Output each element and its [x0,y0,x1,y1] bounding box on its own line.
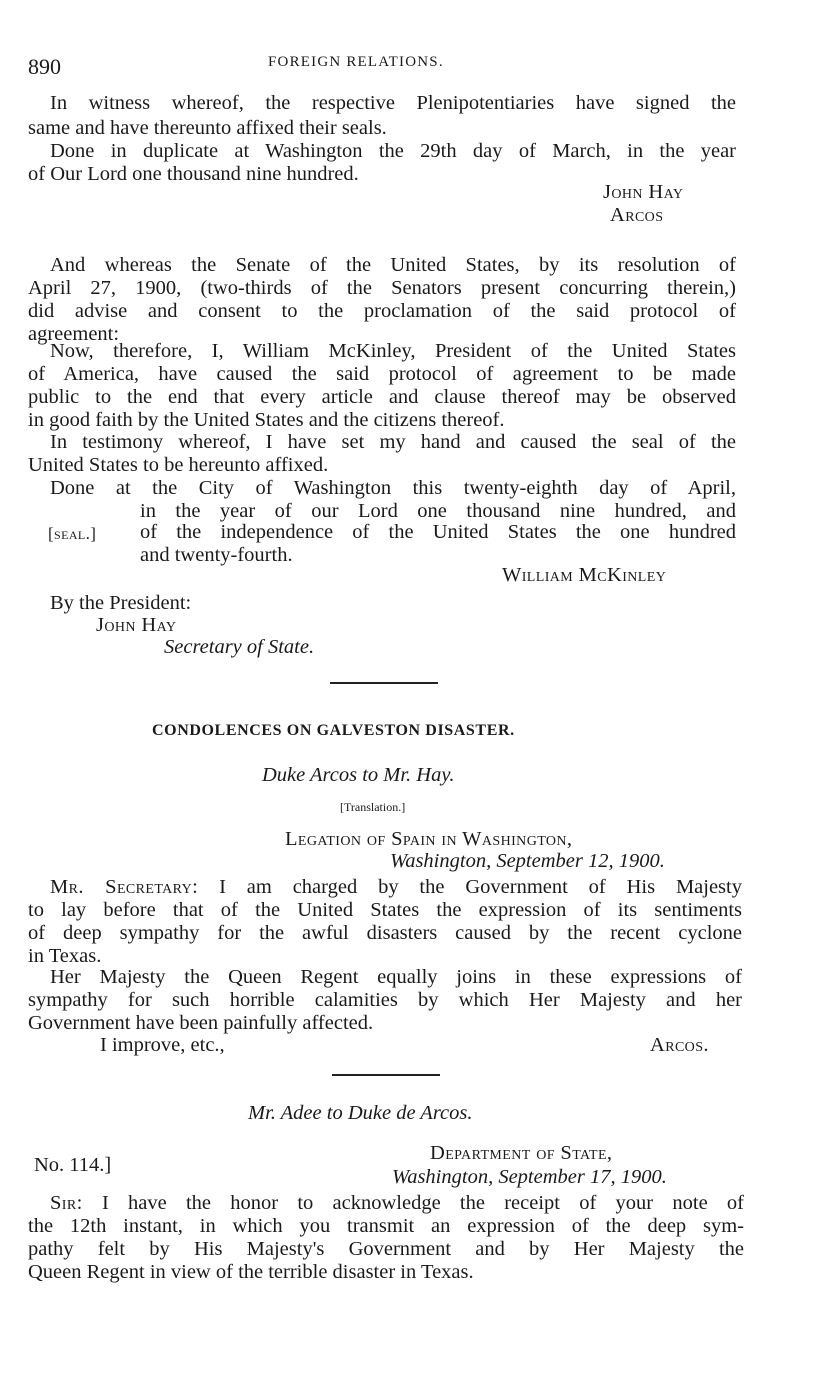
signature: Arcos. [650,1034,709,1056]
letter-date: Washington, September 12, 1900. [390,850,665,872]
paragraph-line: in the year of our Lord one thousand nine hundred, and [140,500,736,522]
paragraph-line: And whereas the Senate of the United States, by its resolution of [50,254,736,276]
paragraph-line: April 27, 1900, (two-thirds of the Senators present concurring therein,) [28,277,736,299]
paragraph-text: I have the honor to acknowledge the receipt of your note of [82,1192,744,1214]
paragraph-line: Now, therefore, I, William McKinley, President of the United States [50,340,736,362]
letter-closing: I improve, etc., [100,1034,225,1056]
paragraph-line: in good faith by the United States and the citizens thereof. [28,409,505,431]
attestation-name: John Hay [96,614,177,636]
letter-number: No. 114.] [34,1154,112,1176]
paragraph-line: In witness whereof, the respective Plenipotentiaries have signed the [50,92,736,114]
signature: William McKinley [502,564,667,586]
paragraph-line: did advise and consent to the proclamation of the said protocol of [28,300,736,322]
salutation: Mr. Secretary: [50,876,199,898]
paragraph-line: of deep sympathy for the awful disasters caused by the recent cyclone [28,922,742,944]
letter-title: Mr. Adee to Duke de Arcos. [248,1102,473,1124]
paragraph-line: United States to be hereunto affixed. [28,454,329,476]
paragraph-line: In testimony whereof, I have set my hand and caused the seal of the [50,431,736,453]
paragraph-line: to lay before that of the United States the expression of its sentiments [28,899,742,921]
paragraph-line: Queen Regent in view of the terrible disaster in Texas. [28,1261,474,1283]
section-divider [332,1074,440,1076]
paragraph-text: I am charged by the Government of His Majesty [198,876,742,898]
paragraph-line: Done in duplicate at Washington the 29th day of March, in the year [50,140,736,162]
letter-title: Duke Arcos to Mr. Hay. [262,764,455,786]
paragraph-line: and twenty-fourth. [140,544,293,566]
paragraph-line: same and have thereunto affixed their seals. [28,117,387,139]
section-heading: CONDOLENCES ON GALVESTON DISASTER. [152,722,515,739]
running-title: FOREIGN RELATIONS. [268,54,444,70]
letter-date: Washington, September 17, 1900. [392,1166,667,1188]
paragraph-line [50,876,742,898]
paragraph-line: in Texas. [28,945,102,967]
letter-place: Legation of Spain in Washington, [285,828,573,850]
attestation-title: Secretary of State. [164,636,315,658]
paragraph-line: of Our Lord one thousand nine hundred. [28,163,359,185]
paragraph-line: sympathy for such horrible calamities by which Her Majesty and her [28,989,742,1011]
page-number: 890 [28,54,61,79]
paragraph-line: Done at the City of Washington this twenty-eighth day of April, [50,477,736,499]
paragraph-line: Government have been painfully affected. [28,1012,374,1034]
signer-name: John Hay [603,181,684,203]
paragraph-line: of America, have caused the said protocol of agreement to be made [28,363,736,385]
letter-place: Department of State, [430,1142,613,1164]
paragraph-line: Her Majesty the Queen Regent equally joins in these expressions of [50,966,742,988]
paragraph-line: agreement: [28,323,120,345]
seal-mark: [seal.] [48,524,97,543]
translation-note: [Translation.] [340,800,406,814]
paragraph-line: public to the end that every article and clause thereof may be observed [28,386,736,408]
attestation-label: By the President: [50,592,192,614]
paragraph-line: of the independence of the United States the one hundred [140,521,736,543]
salutation: Sir: [50,1192,83,1214]
paragraph-line [50,1192,744,1214]
signer-name: Arcos [610,204,664,226]
section-divider [330,682,438,684]
paragraph-line: the 12th instant, in which you transmit an expression of the deep sym- [28,1215,744,1237]
paragraph-line: pathy felt by His Majesty's Government and by Her Majesty the [28,1238,744,1260]
